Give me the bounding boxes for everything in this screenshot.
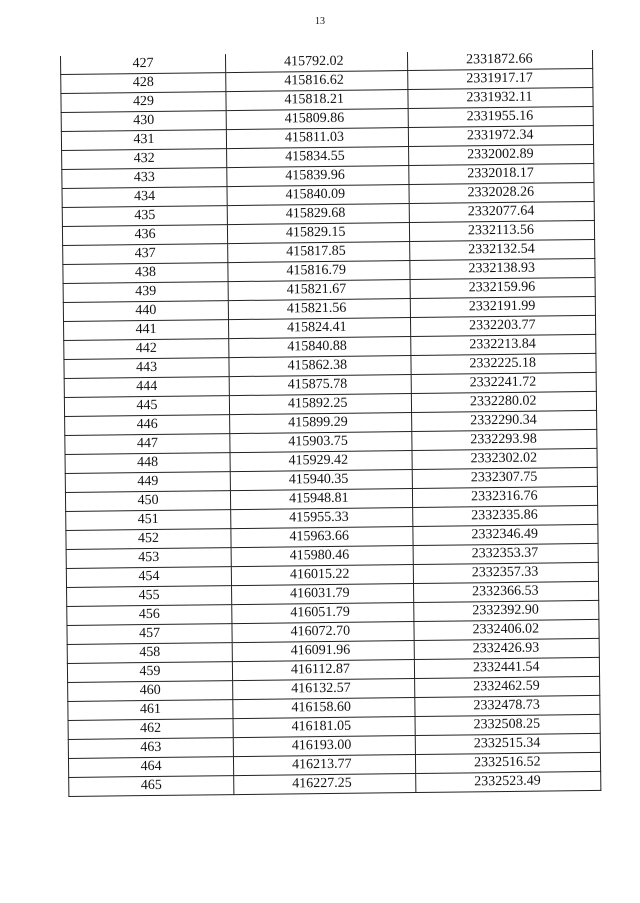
x-coordinate-cell: 416227.25 [234, 774, 416, 795]
point-number-cell: 448 [65, 453, 230, 474]
point-number-cell: 460 [68, 681, 233, 702]
x-coordinate-cell: 416158.60 [233, 698, 415, 719]
point-number-cell: 465 [69, 776, 234, 797]
x-coordinate-cell: 415817.85 [228, 242, 410, 263]
point-number-cell: 429 [61, 92, 226, 113]
coordinates-table-body [60, 50, 600, 796]
x-coordinate-cell: 415929.42 [230, 451, 412, 472]
y-coordinate-cell: 2332077.64 [409, 201, 594, 222]
y-coordinate-cell: 2332293.98 [412, 429, 597, 450]
x-coordinate-cell: 415818.21 [226, 90, 408, 111]
point-number-cell: 443 [64, 358, 229, 379]
y-coordinate-cell: 2332515.34 [415, 733, 600, 754]
point-number-cell: 461 [68, 700, 233, 721]
x-coordinate-cell: 416031.79 [232, 584, 414, 605]
x-coordinate-cell: 415899.29 [230, 413, 412, 434]
y-coordinate-cell: 2332225.18 [411, 353, 596, 374]
x-coordinate-cell: 416091.96 [232, 641, 414, 662]
x-coordinate-cell: 415792.02 [225, 52, 407, 73]
y-coordinate-cell: 2332441.54 [414, 657, 599, 678]
point-number-cell: 451 [66, 510, 231, 531]
y-coordinate-cell: 2332406.02 [414, 619, 599, 640]
y-coordinate-cell: 2332508.25 [415, 714, 600, 735]
point-number-cell: 434 [62, 187, 227, 208]
point-number-cell: 441 [64, 320, 229, 341]
y-coordinate-cell: 2332307.75 [412, 467, 597, 488]
x-coordinate-cell: 415948.81 [230, 489, 412, 510]
x-coordinate-cell: 415816.62 [226, 71, 408, 92]
x-coordinate-cell: 415809.86 [226, 109, 408, 130]
x-coordinate-cell: 416072.70 [232, 622, 414, 643]
point-number-cell: 431 [61, 130, 226, 151]
y-coordinate-cell: 2332159.96 [410, 277, 595, 298]
x-coordinate-cell: 415834.55 [227, 147, 409, 168]
x-coordinate-cell: 415839.96 [227, 166, 409, 187]
x-coordinate-cell: 415840.09 [227, 185, 409, 206]
x-coordinate-cell: 416015.22 [231, 565, 413, 586]
y-coordinate-cell: 2332392.90 [414, 600, 599, 621]
point-number-cell: 438 [63, 263, 228, 284]
x-coordinate-cell: 415840.88 [229, 337, 411, 358]
point-number-cell: 464 [68, 757, 233, 778]
point-number-cell: 446 [65, 415, 230, 436]
point-number-cell: 437 [63, 244, 228, 265]
point-number-cell: 459 [67, 662, 232, 683]
point-number-cell: 436 [62, 225, 227, 246]
x-coordinate-cell: 415862.38 [229, 356, 411, 377]
y-coordinate-cell: 2332353.37 [413, 543, 598, 564]
point-number-cell: 462 [68, 719, 233, 740]
y-coordinate-cell: 2332346.49 [413, 524, 598, 545]
point-number-cell: 447 [65, 434, 230, 455]
x-coordinate-cell: 416213.77 [233, 755, 415, 776]
x-coordinate-cell: 415816.79 [228, 261, 410, 282]
y-coordinate-cell: 2332113.56 [409, 220, 594, 241]
y-coordinate-cell: 2332478.73 [415, 695, 600, 716]
point-number-cell: 442 [64, 339, 229, 360]
x-coordinate-cell: 415824.41 [229, 318, 411, 339]
y-coordinate-cell: 2332357.33 [413, 562, 598, 583]
x-coordinate-cell: 416181.05 [233, 717, 415, 738]
y-coordinate-cell: 2332132.54 [410, 239, 595, 260]
y-coordinate-cell: 2331872.66 [407, 50, 592, 71]
y-coordinate-cell: 2332316.76 [412, 486, 597, 507]
x-coordinate-cell: 415821.56 [228, 299, 410, 320]
point-number-cell: 449 [65, 472, 230, 493]
point-number-cell: 428 [61, 73, 226, 94]
point-number-cell: 452 [66, 529, 231, 550]
point-number-cell: 463 [68, 738, 233, 759]
x-coordinate-cell: 415875.78 [229, 375, 411, 396]
y-coordinate-cell: 2331955.16 [408, 106, 593, 127]
y-coordinate-cell: 2332302.02 [412, 448, 597, 469]
y-coordinate-cell: 2332028.26 [409, 182, 594, 203]
point-number-cell: 432 [62, 149, 227, 170]
x-coordinate-cell: 416193.00 [233, 736, 415, 757]
y-coordinate-cell: 2332516.52 [415, 752, 600, 773]
x-coordinate-cell: 415963.66 [231, 527, 413, 548]
x-coordinate-cell: 416132.57 [233, 679, 415, 700]
point-number-cell: 458 [67, 643, 232, 664]
point-number-cell: 457 [67, 624, 232, 645]
x-coordinate-cell: 415829.15 [227, 223, 409, 244]
y-coordinate-cell: 2332213.84 [411, 334, 596, 355]
point-number-cell: 440 [63, 301, 228, 322]
y-coordinate-cell: 2332426.93 [414, 638, 599, 659]
y-coordinate-cell: 2332290.34 [412, 410, 597, 431]
y-coordinate-cell: 2332280.02 [411, 391, 596, 412]
point-number-cell: 427 [60, 54, 225, 74]
point-number-cell: 433 [62, 168, 227, 189]
y-coordinate-cell: 2332138.93 [410, 258, 595, 279]
x-coordinate-cell: 415892.25 [229, 394, 411, 415]
y-coordinate-cell: 2332241.72 [411, 372, 596, 393]
y-coordinate-cell: 2331917.17 [408, 68, 593, 89]
x-coordinate-cell: 415903.75 [230, 432, 412, 453]
x-coordinate-cell: 415829.68 [227, 204, 409, 225]
x-coordinate-cell: 415811.03 [226, 128, 408, 149]
y-coordinate-cell: 2331972.34 [408, 125, 593, 146]
y-coordinate-cell: 2332203.77 [410, 315, 595, 336]
y-coordinate-cell: 2332523.49 [416, 771, 601, 792]
x-coordinate-cell: 415980.46 [231, 546, 413, 567]
y-coordinate-cell: 2332018.17 [409, 163, 594, 184]
point-number-cell: 444 [64, 377, 229, 398]
x-coordinate-cell: 415940.35 [230, 470, 412, 491]
point-number-cell: 456 [67, 605, 232, 626]
coordinates-table [60, 50, 601, 797]
y-coordinate-cell: 2332366.53 [414, 581, 599, 602]
y-coordinate-cell: 2332191.99 [410, 296, 595, 317]
y-coordinate-cell: 2332335.86 [413, 505, 598, 526]
x-coordinate-cell: 415821.67 [228, 280, 410, 301]
point-number-cell: 453 [66, 548, 231, 569]
point-number-cell: 455 [67, 586, 232, 607]
point-number-cell: 439 [63, 282, 228, 303]
x-coordinate-cell: 416112.87 [232, 660, 414, 681]
y-coordinate-cell: 2332002.89 [409, 144, 594, 165]
point-number-cell: 445 [64, 396, 229, 417]
y-coordinate-cell: 2332462.59 [415, 676, 600, 697]
page-number: 13 [315, 16, 325, 27]
x-coordinate-cell: 416051.79 [232, 603, 414, 624]
point-number-cell: 454 [66, 567, 231, 588]
point-number-cell: 430 [61, 111, 226, 132]
x-coordinate-cell: 415955.33 [231, 508, 413, 529]
y-coordinate-cell: 2331932.11 [408, 87, 593, 108]
point-number-cell: 435 [62, 206, 227, 227]
point-number-cell: 450 [65, 491, 230, 512]
